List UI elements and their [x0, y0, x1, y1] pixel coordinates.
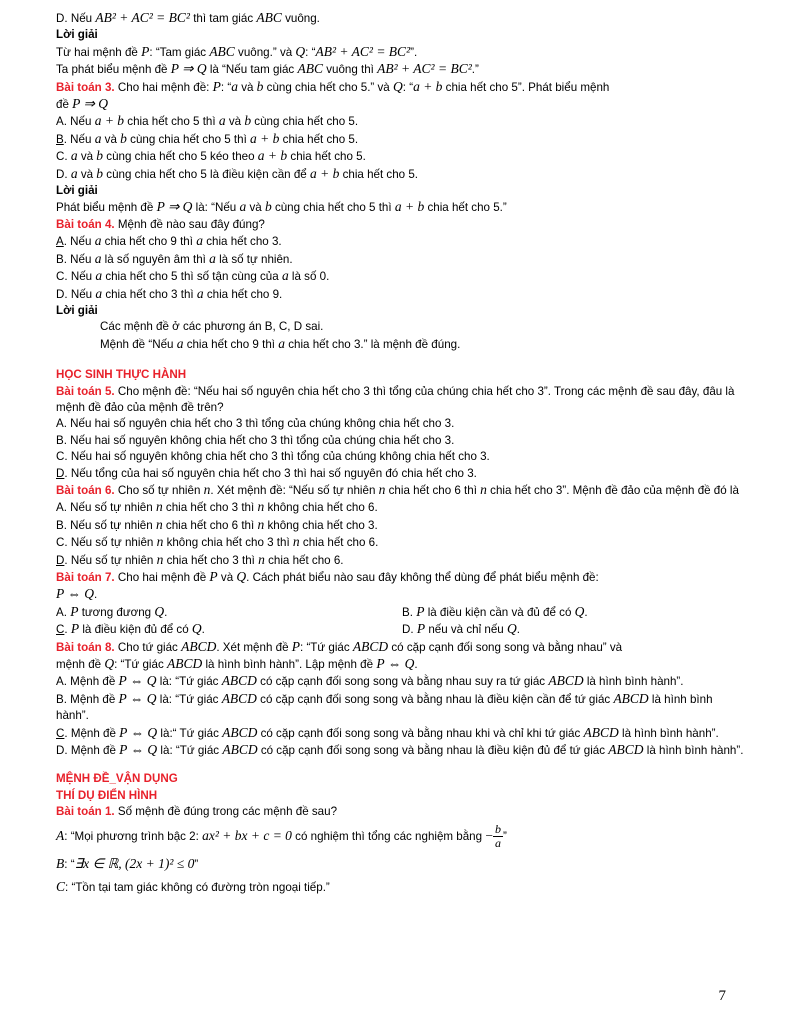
- section-title: MỆNH ĐỀ_VẬN DỤNG: [56, 772, 178, 786]
- problem-label: Bài toán 8.: [56, 640, 115, 654]
- section-subtitle: THÍ DỤ ĐIỂN HÌNH: [56, 788, 158, 802]
- option-d-correct: D. Nếu số tự nhiên n chia hết cho 3 thì n chia hết cho 6.: [56, 551, 344, 567]
- statement-a: A: “Mọi phương trình bậc 2: ax² + bx + c = 0 có nghiệm thì tổng các nghiệm bằng − $\frac{b}{a}$ ”: [56, 822, 507, 851]
- problem-8-question: Bài toán 8. Cho tứ giác ABCD. Xét mệnh đề P: “Tứ giác ABCD có cặp cạnh đối song song và bằng nhau” và: [56, 638, 623, 654]
- option-b: B. Nếu số tự nhiên n chia hết cho 6 thì n không chia hết cho 3.: [56, 516, 378, 532]
- problem-3-question: Bài toán 3. Cho hai mệnh đề: P: “a và b cùng chia hết cho 5.” và Q: “a + b chia hết cho 5”. Phát biểu mệnh: [56, 78, 610, 94]
- option-b: B. Mệnh đề P ⇔ Q là: “Tứ giác ABCD có cặp cạnh đối song song và bằng nhau là điều kiện cần để tứ giác ABCD là hình bình hành”.: [56, 690, 713, 723]
- option-c-correct: C. P là điều kiện đủ để có Q.: [56, 621, 205, 637]
- option-b-correct: B. Nếu a và b cùng chia hết cho 5 thì a + b chia hết cho 5.: [56, 130, 359, 146]
- problem-5-question: Bài toán 5. Cho mệnh đề: “Nếu hai số nguyên chia hết cho 3 thì tổng của chúng chia hết cho 3”. Trong các mệnh đề sau đây, đâu là mệnh đề đảo của mệnh đề trên?: [56, 384, 735, 414]
- option-b: B. Nếu a là số nguyên âm thì a là số tự nhiên.: [56, 250, 293, 266]
- option-c: C. Nếu số tự nhiên n không chia hết cho 3 thì n chia hết cho 6.: [56, 534, 379, 550]
- option-a: A. Mệnh đề P ⇔ Q là: “Tứ giác ABCD có cặp cạnh đối song song và bằng nhau suy ra tứ giác ABCD là hình bình hành”.: [56, 673, 684, 689]
- solution-line: Các mệnh đề ở các phương án B, C, D sai.: [100, 320, 324, 334]
- solution-label: Lời giải: [56, 303, 98, 317]
- page-number: 7: [718, 988, 726, 1004]
- options-row: [56, 621, 748, 638]
- option-c: C. Nếu a chia hết cho 5 thì số tận cùng của a là số 0.: [56, 268, 330, 284]
- option-a: A. Nếu a + b chia hết cho 5 thì a và b cùng chia hết cho 5.: [56, 113, 359, 129]
- solution-label: Lời giải: [56, 28, 98, 42]
- problem-1-question: Bài toán 1. Số mệnh đề đúng trong các mệnh đề sau?: [56, 805, 338, 819]
- problem-label: Bài toán 4.: [56, 217, 115, 231]
- problem-label: Bài toán 1.: [56, 805, 115, 819]
- solution-line: Ta phát biểu mệnh đề P ⇒ Q là “Nếu tam giác ABC vuông thì AB² + AC² = BC².”: [56, 61, 479, 77]
- option-d: D. a và b cùng chia hết cho 5 là điều kiện cần để a + b chia hết cho 5.: [56, 165, 419, 181]
- option-a-correct: A. Nếu a chia hết cho 9 thì a chia hết cho 3.: [56, 233, 282, 249]
- solution-line: Từ hai mệnh đề P: “Tam giác ABC vuông.” và Q: “AB² + AC² = BC²”.: [56, 43, 418, 59]
- option-a: A. Nếu hai số nguyên chia hết cho 3 thì tổng của chúng không chia hết cho 3.: [56, 417, 455, 431]
- option-d: D. P nếu và chỉ nếu Q.: [402, 621, 520, 637]
- problem-label: Bài toán 7.: [56, 571, 115, 584]
- problem-label: Bài toán 6.: [56, 483, 115, 497]
- problem-3-question-cont: đề P ⇒ Q: [56, 96, 108, 112]
- option-d-correct: D. Nếu tổng của hai số nguyên chia hết cho 3 thì hai số nguyên đó chia hết cho 3.: [56, 466, 477, 480]
- solution-line: Mệnh đề “Nếu a chia hết cho 9 thì a chia hết cho 3.” là mệnh đề đúng.: [100, 335, 461, 351]
- option-b: B. P là điều kiện cần và đủ để có Q.: [402, 603, 588, 619]
- problem-4-question: Bài toán 4. Mệnh đề nào sau đây đúng?: [56, 217, 265, 231]
- problem-6-question: Bài toán 6. Cho số tự nhiên n. Xét mệnh đề: “Nếu số tự nhiên n chia hết cho 6 thì n chia hết cho 3”. Mệnh đề đảo của mệnh đề đó là: [56, 481, 739, 497]
- solution-line: Phát biểu mệnh đề P ⇒ Q là: “Nếu a và b cùng chia hết cho 5 thì a + b chia hết cho 5.”: [56, 199, 507, 215]
- statement-c: C: “Tồn tại tam giác không có đường tròn ngoại tiếp.”: [56, 878, 330, 894]
- section-title: HỌC SINH THỰC HÀNH: [56, 368, 187, 382]
- option-c-correct: C. Mệnh đề P ⇔ Q là:“ Tứ giác ABCD có cặp cạnh đối song song và bằng nhau khi và chỉ khi tứ giác ABCD là hình bình hành”.: [56, 724, 719, 740]
- solution-label: Lời giải: [56, 184, 98, 198]
- option-c: C. Nếu hai số nguyên không chia hết cho 3 thì tổng của chúng không chia hết cho 3.: [56, 450, 490, 464]
- problem-8-question-cont: mệnh đề Q: “Tứ giác ABCD là hình bình hành”. Lập mệnh đề P ⇔ Q.: [56, 656, 418, 672]
- option-d-prev: D. Nếu AB² + AC² = BC² thì tam giác ABC vuông.: [56, 10, 320, 25]
- problem-7-question-cont: P ⇔ Q.: [56, 586, 98, 602]
- problem-7-question: Bài toán 7. Cho hai mệnh đề P và Q. Cách phát biểu nào sau đây không thể dùng để phát biểu mệnh đề:: [56, 569, 599, 584]
- option-b: B. Nếu hai số nguyên không chia hết cho 3 thì tổng của chúng chia hết cho 3.: [56, 433, 455, 447]
- fraction: $\frac{b}{a}$: [494, 822, 501, 851]
- problem-label: Bài toán 5.: [56, 384, 115, 398]
- options-row: [56, 604, 748, 621]
- option-a: A. Nếu số tự nhiên n chia hết cho 3 thì n không chia hết cho 6.: [56, 499, 378, 515]
- option-d: D. Mệnh đề P ⇔ Q là: “Tứ giác ABCD có cặp cạnh đối song song và bằng nhau là điều kiện đủ để tứ giác ABCD là hình bình hành”.: [56, 742, 744, 758]
- option-c: C. a và b cùng chia hết cho 5 kéo theo a + b chia hết cho 5.: [56, 148, 366, 164]
- statement-b: B: “∃x ∈ ℝ, (2x + 1)² ≤ 0”: [56, 855, 199, 871]
- option-d: D. Nếu a chia hết cho 3 thì a chia hết cho 9.: [56, 285, 283, 301]
- problem-label: Bài toán 3.: [56, 80, 115, 94]
- document-page: [56, 10, 748, 898]
- option-a: A. P tương đương Q.: [56, 603, 168, 619]
